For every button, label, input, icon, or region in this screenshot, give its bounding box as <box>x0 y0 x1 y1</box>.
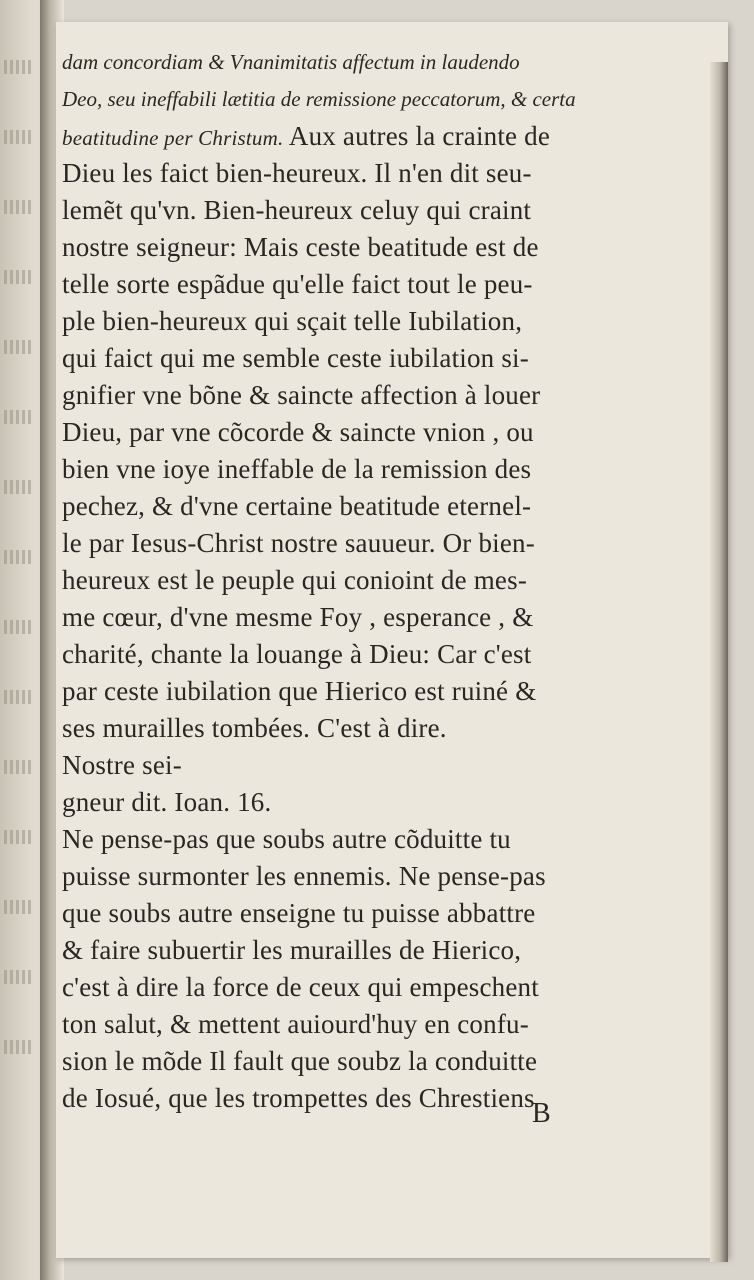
text-line: lemẽt qu'vn. Bien-heureux celuy qui craint <box>62 195 532 225</box>
text-line: gneur dit. Ioan. 16. <box>62 787 272 817</box>
text-line: Dieu les faict bien-heureux. Il n'en dit seu- <box>62 158 532 188</box>
text-line: que soubs autre enseigne tu puisse abbattre <box>62 898 536 928</box>
text-line: Deo, seu ineffabili lætitia de remissione peccatorum, & certa <box>62 87 576 111</box>
text-line: qui faict qui me semble ceste iubilation si- <box>62 343 529 373</box>
text-line: Dieu, par vne cõcorde & saincte vnion , ou <box>62 417 534 447</box>
text-line: nostre seigneur: Mais ceste beatitude est de <box>62 232 539 262</box>
text-line: Nostre sei- <box>62 750 182 780</box>
book-page <box>56 22 728 1258</box>
text-line: ple bien-heureux qui sçait telle Iubilation, <box>62 306 523 336</box>
page-text <box>62 44 662 1117</box>
text-line: & faire subuertir les murailles de Hierico, <box>62 935 522 965</box>
text-line: gnifier vne bõne & saincte affection à louer <box>62 380 541 410</box>
text-line: puisse surmonter les ennemis. Ne pense-pas <box>62 861 546 891</box>
text-line: par ceste iubilation que Hierico est ruiné & <box>62 676 537 706</box>
text-line: bien vne ioye ineffable de la remission des <box>62 454 532 484</box>
text-line: sion le mõde Il fault que soubz la conduitte <box>62 1046 538 1076</box>
text-line: charité, chante la louange à Dieu: Car c'est <box>62 639 532 669</box>
signature-mark: B <box>532 1098 551 1129</box>
text-line: le par Iesus-Christ nostre sauueur. Or bien- <box>62 528 535 558</box>
text-line: Ne pense-pas que soubs autre cõduitte tu <box>62 824 511 854</box>
text-line: pechez, & d'vne certaine beatitude eternel- <box>62 491 532 521</box>
text-line: ses murailles tombées. C'est à dire. <box>62 713 447 743</box>
text-line: telle sorte espãdue qu'elle faict tout le peu- <box>62 269 533 299</box>
text-line: c'est à dire la force de ceux qui empeschent <box>62 972 539 1002</box>
text-line: dam concordiam & Vnanimitatis affectum in laudendo <box>62 50 520 74</box>
text-line: ton salut, & mettent auiourd'huy en confu- <box>62 1009 529 1039</box>
text-line: de Iosué, que les trompettes des Chrestiens <box>62 1083 535 1113</box>
text-line: heureux est le peuple qui conioint de mes- <box>62 565 528 595</box>
text-line: beatitudine per Christum. Aux autres la crainte de <box>62 121 551 151</box>
page-edge <box>710 62 728 1262</box>
text-line: me cœur, d'vne mesme Foy , esperance , & <box>62 602 534 632</box>
